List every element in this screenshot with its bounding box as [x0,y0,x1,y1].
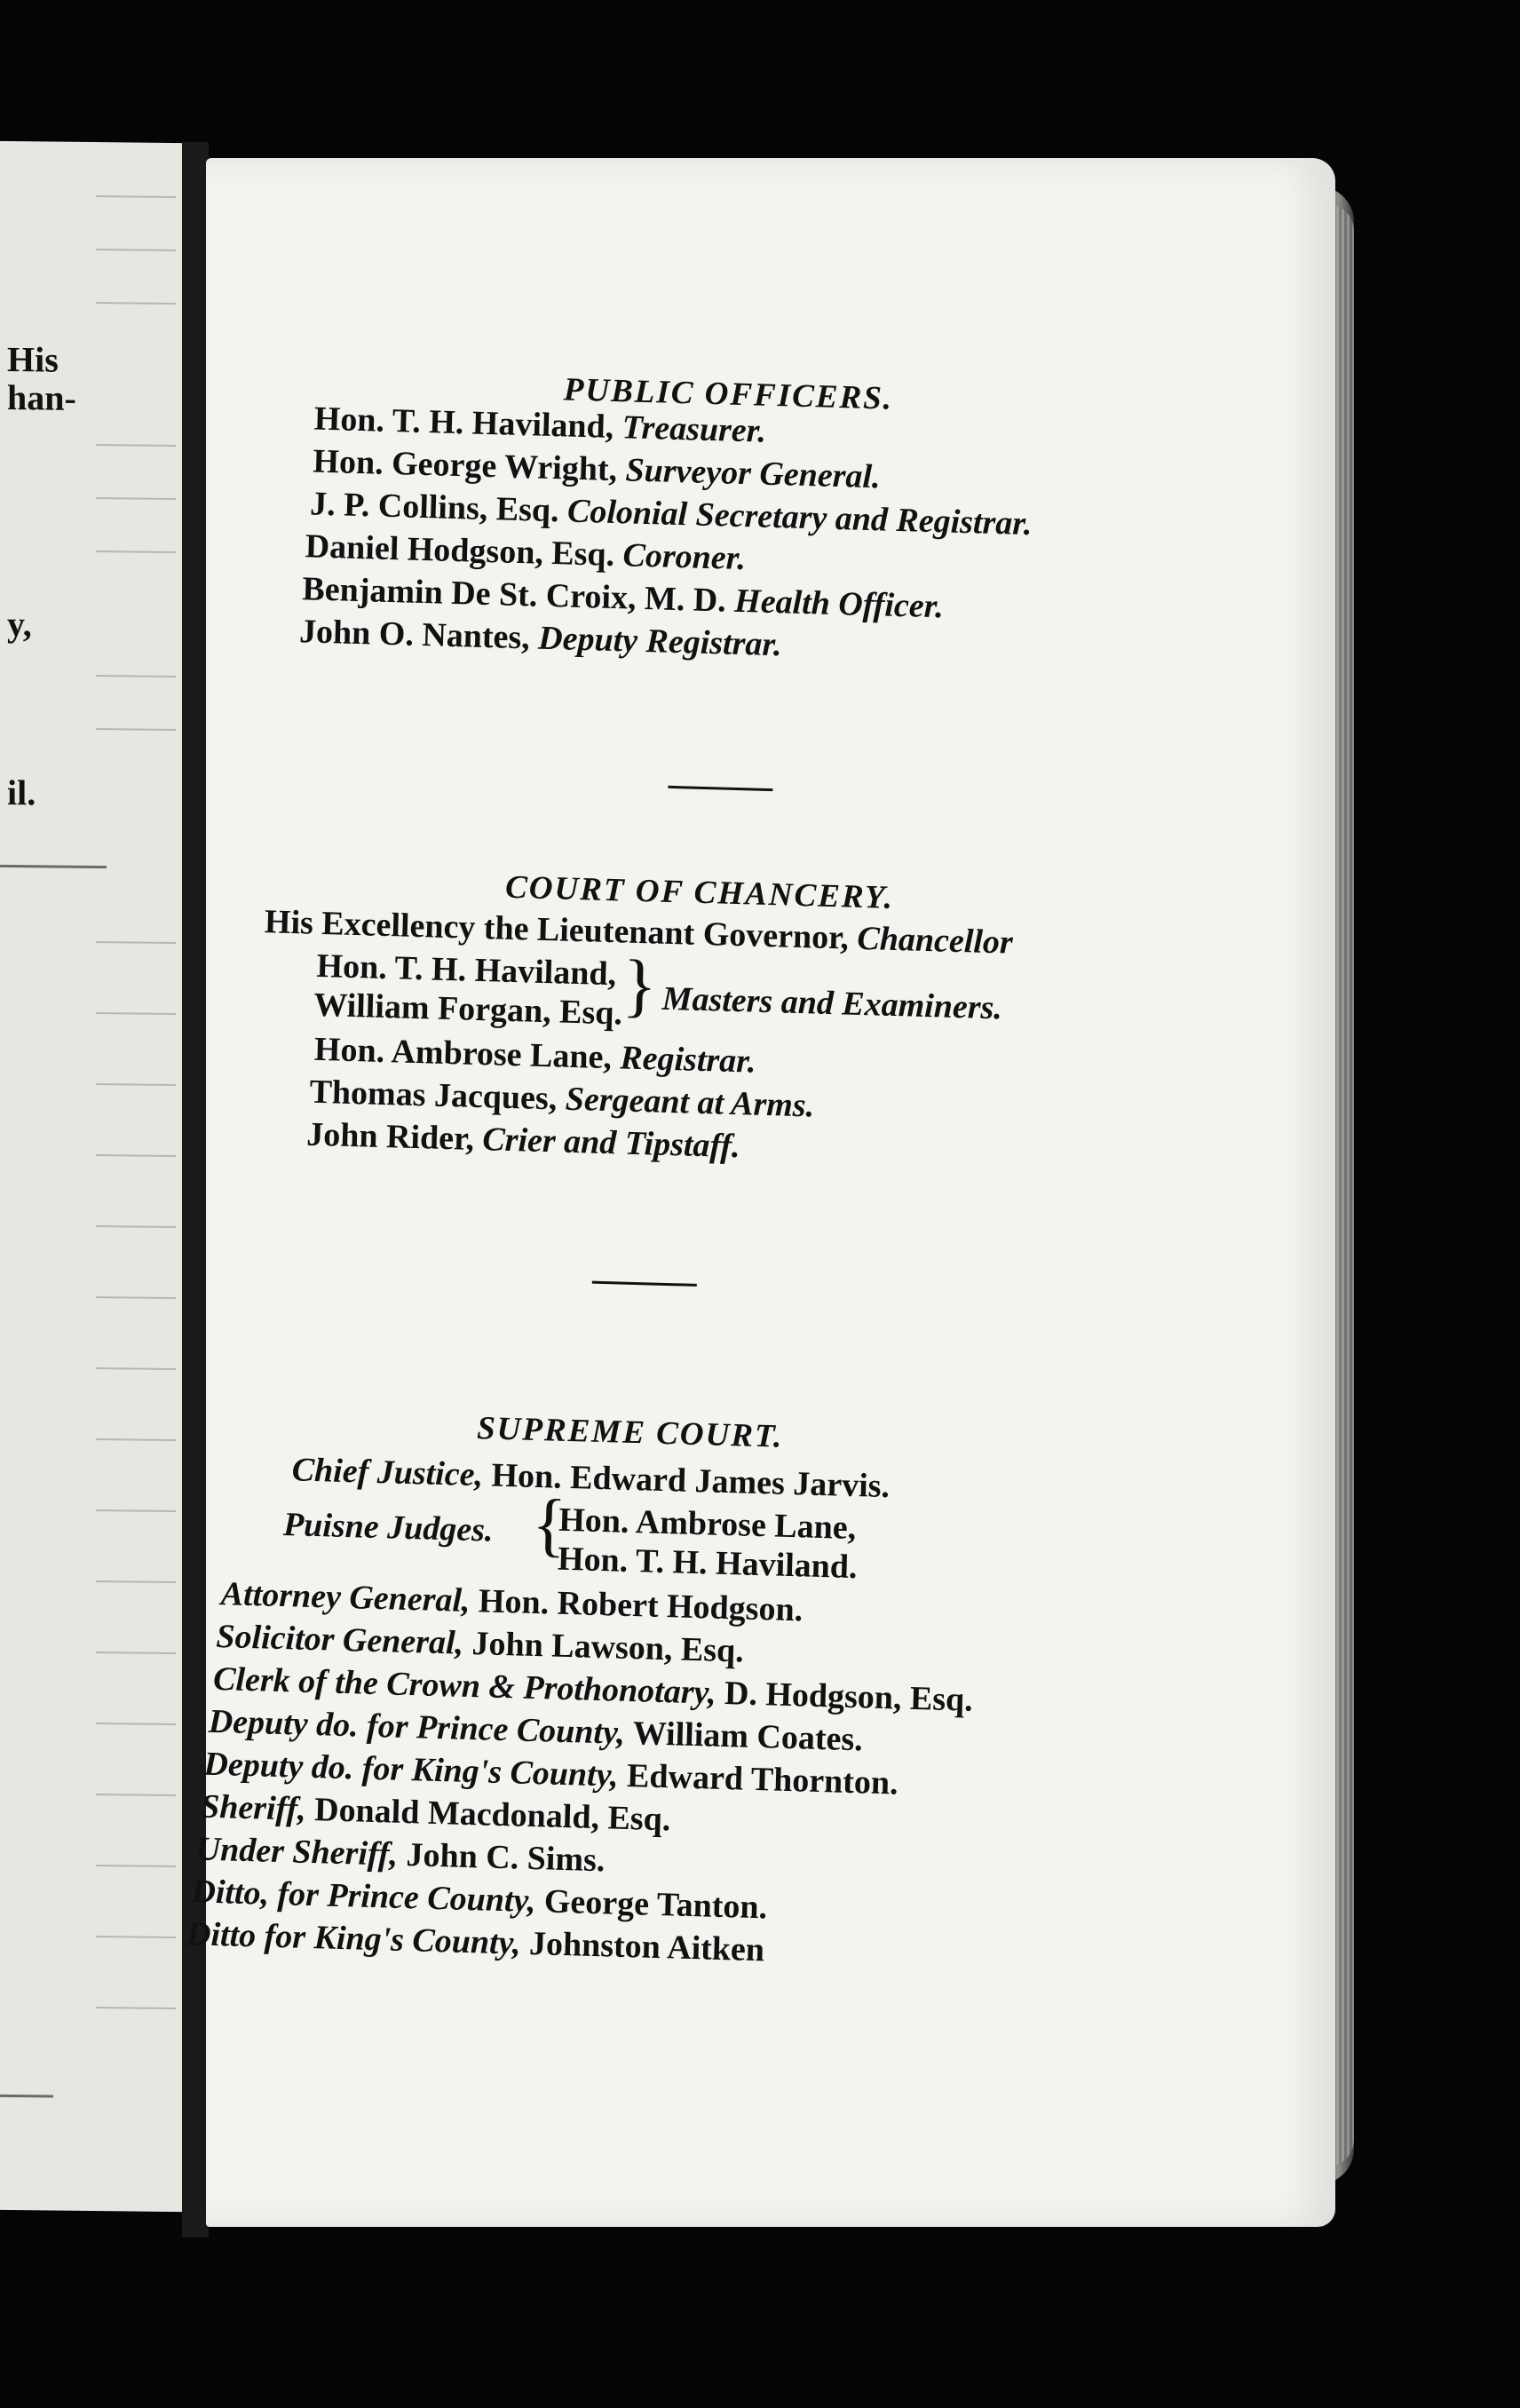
masters-title [661,979,1002,1028]
left-text-line [96,1580,176,1583]
chancery-title: Registrar. [619,1039,757,1081]
chief-justice-title: Chief Justice, [291,1451,484,1494]
page-content [148,158,1335,2258]
section-divider [592,1281,697,1287]
left-text-line [96,249,176,251]
officer-title: Health Officer. [733,582,945,626]
supreme-name: Donald Macdonald, Esq. [313,1791,671,1839]
officer-title: Treasurer. [621,408,767,450]
left-text-line [96,675,176,677]
puisne-judge: Hon. T. H. Haviland. [557,1540,859,1587]
master-entry: Hon. T. H. Haviland, [316,947,617,994]
supreme-entry [195,1829,606,1880]
supreme-title: Deputy do. for Prince County, [208,1702,626,1752]
chancery-heading: COURT OF CHANCERY. [504,868,895,916]
officer-title: Deputy Registrar. [537,619,783,664]
left-text-line [96,195,176,198]
puisne-title [282,1505,494,1550]
officer-name: Hon. George Wright, [312,442,618,489]
chancellor-name: His Excellency the Lieutenant Governor, [264,903,850,957]
supreme-name: John C. Sims. [405,1836,606,1880]
public-officers-heading: PUBLIC OFFICERS. [563,371,894,417]
chancery-title: Crier and Tipstaff. [481,1121,741,1166]
left-word: han- [7,377,76,418]
supreme-name: D. Hodgson, Esq. [724,1674,974,1719]
chancery-title: Sergeant at Arms. [565,1080,815,1125]
officer-name: J. P. Collins, Esq. [309,485,560,530]
left-page-rule [0,865,107,868]
left-text-line [96,1509,176,1512]
chief-justice-name: Hon. Edward James Jarvis. [490,1456,891,1506]
supreme-title: Under Sheriff, [195,1830,399,1873]
supreme-title: Solicitor General, [215,1617,464,1662]
left-text-line [96,1083,176,1086]
left-text-line [96,497,176,500]
supreme-court-heading: SUPREME COURT. [476,1410,784,1455]
chancery-name: Hon. Ambrose Lane, [313,1030,613,1077]
left-text-line [96,1012,176,1015]
left-text-line [96,728,176,731]
supreme-title: Ditto for King's County, [186,1915,522,1962]
supreme-name: Johnston Aitken [528,1924,765,1969]
brace-icon: { [530,1485,567,1564]
left-page-rule [0,2095,53,2098]
left-text-line [96,551,176,553]
section-divider [668,786,772,791]
left-text-line [96,444,176,447]
chancellor-title: Chancellor [856,919,1014,962]
officer-name: Hon. T. H. Haviland, [313,400,614,446]
officer-title: Surveyor General. [624,451,882,496]
chief-justice-entry [291,1450,890,1506]
officer-title: Coroner. [622,536,747,578]
supreme-name: George Tanton. [543,1882,768,1927]
left-word: His [7,339,59,380]
supreme-name: William Coates. [632,1715,864,1759]
chancery-entry [306,1115,741,1167]
left-text-line [96,1367,176,1370]
left-text-line [96,1296,176,1299]
supreme-name: Edward Thornton. [626,1756,899,1802]
supreme-name: Hon. Robert Hodgson. [478,1582,804,1629]
supreme-title: Ditto, for Prince County, [190,1873,537,1921]
left-facing-page [0,141,182,2212]
officer-name: Benjamin De St. Croix, M. D. [301,570,727,620]
left-text-line [96,1438,176,1441]
puisne-title-text: Puisne Judges. [282,1506,495,1549]
masters-title-text: Masters and Examiners. [661,979,1003,1027]
left-word: y, [7,604,32,645]
master-entry: William Forgan, Esq. [313,986,623,1033]
left-text-line [96,1154,176,1157]
brace-icon: } [621,946,658,1026]
supreme-title: Deputy do. for King's County, [202,1745,620,1794]
officer-name: Daniel Hodgson, Esq. [305,527,615,574]
supreme-title: Sheriff, [200,1787,307,1828]
chancery-name: Thomas Jacques, [309,1073,558,1118]
puisne-judge: Hon. Ambrose Lane, [558,1501,857,1548]
officer-name: John O. Nantes, [298,613,531,657]
left-text-line [96,302,176,305]
officer-title: Colonial Secretary and Registrar. [566,492,1033,543]
chancery-name: John Rider, [305,1115,475,1158]
left-page-fragments [0,141,182,2212]
left-text-line [96,941,176,944]
supreme-name: John Lawson, Esq. [471,1625,745,1670]
supreme-title: Clerk of the Crown & Prothonotary, [212,1659,717,1712]
left-text-line [96,1225,176,1228]
left-word: il. [7,772,36,813]
supreme-title: Attorney General, [220,1575,471,1620]
